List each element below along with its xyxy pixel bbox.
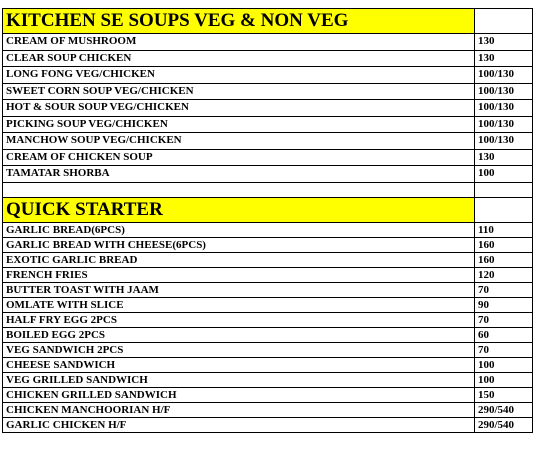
item-price: 100/130: [475, 83, 533, 100]
menu-row: [3, 387, 533, 402]
item-price: 110: [475, 222, 533, 237]
menu-row: [3, 297, 533, 312]
item-price: 70: [475, 282, 533, 297]
blank-cell: [475, 182, 533, 197]
item-name: HOT & SOUR SOUP VEG/CHICKEN: [3, 100, 475, 117]
menu-row: [3, 237, 533, 252]
item-name: MANCHOW SOUP VEG/CHICKEN: [3, 133, 475, 150]
item-price: 100/130: [475, 100, 533, 117]
item-price: 100/130: [475, 67, 533, 84]
section-header-soups: [3, 9, 533, 34]
item-name: SWEET CORN SOUP VEG/CHICKEN: [3, 83, 475, 100]
menu-row: [3, 116, 533, 133]
section-header-starters: [3, 197, 533, 222]
item-price: 150: [475, 387, 533, 402]
item-name: CHEESE SANDWICH: [3, 357, 475, 372]
item-price: 130: [475, 34, 533, 51]
blank-cell: [3, 182, 475, 197]
menu-row: [3, 372, 533, 387]
item-price: 130: [475, 50, 533, 67]
item-name: GARLIC CHICKEN H/F: [3, 417, 475, 432]
menu-row: [3, 312, 533, 327]
section-header-price-cell: [475, 9, 533, 34]
item-price: 100/130: [475, 133, 533, 150]
menu-row: [3, 282, 533, 297]
menu-row: [3, 252, 533, 267]
item-name: OMLATE WITH SLICE: [3, 297, 475, 312]
item-name: CHICKEN GRILLED SANDWICH: [3, 387, 475, 402]
blank-row: [3, 182, 533, 197]
item-price: 100: [475, 357, 533, 372]
item-name: CHICKEN MANCHOORIAN H/F: [3, 402, 475, 417]
item-name: GARLIC BREAD WITH CHEESE(6PCS): [3, 237, 475, 252]
item-name: VEG SANDWICH 2PCS: [3, 342, 475, 357]
menu-row: [3, 402, 533, 417]
item-price: 100: [475, 166, 533, 183]
menu-row: [3, 133, 533, 150]
item-price: 90: [475, 297, 533, 312]
item-name: BUTTER TOAST WITH JAAM: [3, 282, 475, 297]
menu-row: [3, 417, 533, 432]
menu-row: [3, 166, 533, 183]
item-name: HALF FRY EGG 2PCS: [3, 312, 475, 327]
item-price: 100/130: [475, 116, 533, 133]
menu-sheet: [2, 8, 532, 433]
item-name: EXOTIC GARLIC BREAD: [3, 252, 475, 267]
item-name: CREAM OF MUSHROOM: [3, 34, 475, 51]
menu-row: [3, 342, 533, 357]
menu-row: [3, 83, 533, 100]
item-price: 160: [475, 237, 533, 252]
item-price: 120: [475, 267, 533, 282]
menu-row: [3, 357, 533, 372]
menu-row: [3, 327, 533, 342]
item-price: 130: [475, 149, 533, 166]
item-price: 70: [475, 342, 533, 357]
item-price: 60: [475, 327, 533, 342]
section-header-price-cell: [475, 197, 533, 222]
item-name: PICKING SOUP VEG/CHICKEN: [3, 116, 475, 133]
item-name: CREAM OF CHICKEN SOUP: [3, 149, 475, 166]
item-price: 290/540: [475, 417, 533, 432]
section-title: QUICK STARTER: [3, 197, 475, 222]
item-price: 70: [475, 312, 533, 327]
menu-row: [3, 222, 533, 237]
item-name: BOILED EGG 2PCS: [3, 327, 475, 342]
item-name: CLEAR SOUP CHICKEN: [3, 50, 475, 67]
item-name: VEG GRILLED SANDWICH: [3, 372, 475, 387]
item-name: LONG FONG VEG/CHICKEN: [3, 67, 475, 84]
menu-row: [3, 267, 533, 282]
section-title: KITCHEN SE SOUPS VEG & NON VEG: [3, 9, 475, 34]
menu-row: [3, 34, 533, 51]
item-price: 290/540: [475, 402, 533, 417]
menu-row: [3, 149, 533, 166]
item-name: GARLIC BREAD(6PCS): [3, 222, 475, 237]
menu-row: [3, 100, 533, 117]
menu-table: [2, 8, 533, 433]
menu-row: [3, 67, 533, 84]
item-price: 160: [475, 252, 533, 267]
menu-row: [3, 50, 533, 67]
item-name: FRENCH FRIES: [3, 267, 475, 282]
item-name: TAMATAR SHORBA: [3, 166, 475, 183]
item-price: 100: [475, 372, 533, 387]
